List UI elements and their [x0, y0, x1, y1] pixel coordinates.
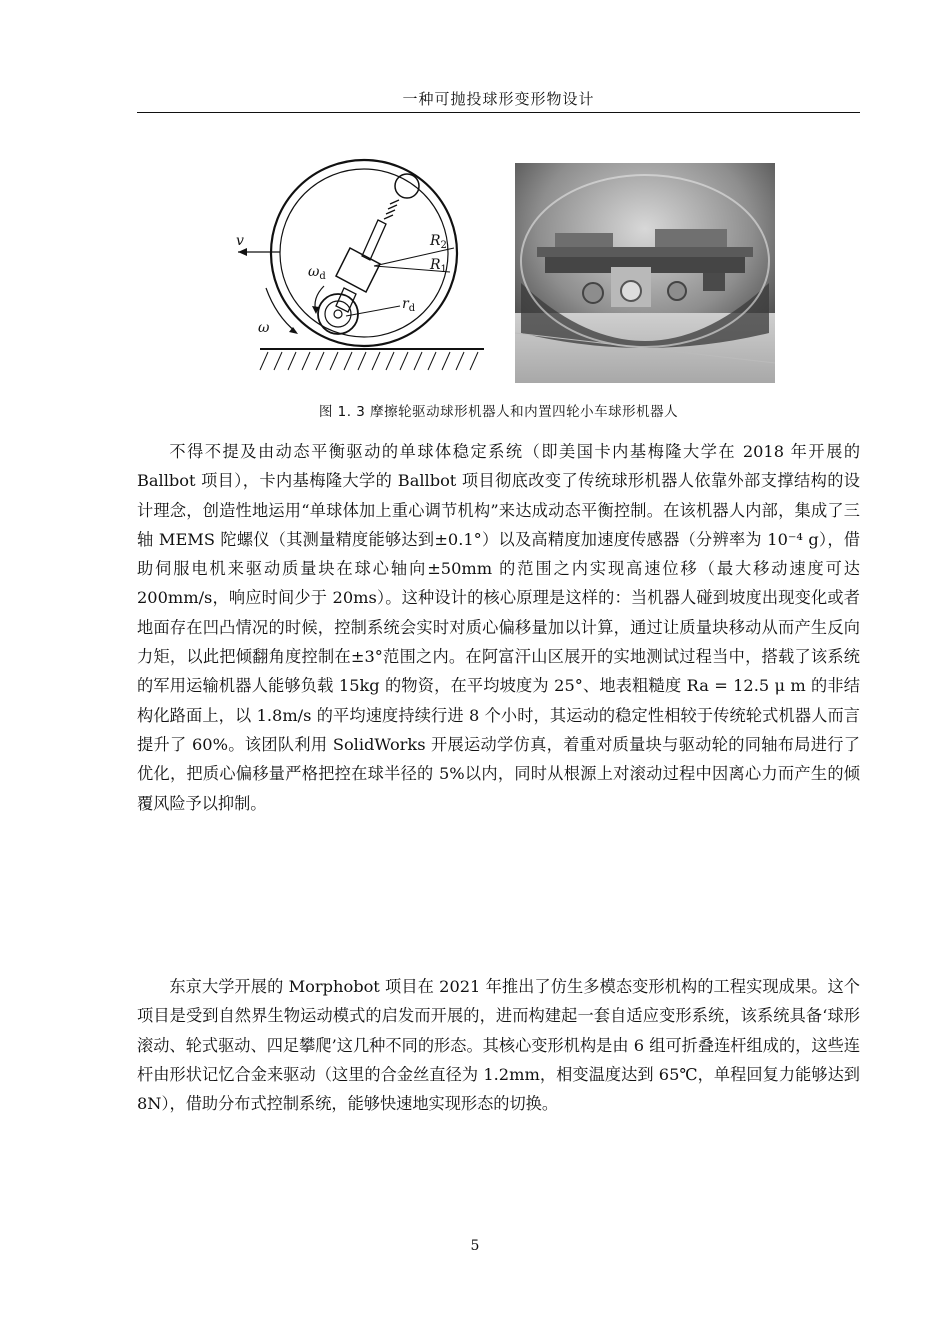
paragraph-ballbot: 不得不提及由动态平衡驱动的单球体稳定系统（即美国卡内基梅隆大学在 2018 年开展的 Ballbot 项目），卡内基梅隆大学的 Ballbot 项目彻底改变了传统球形机器人依靠外部支撑结构的设计理念，创造性地运用“单球体加上重心调节机构”来达成动态平衡控制。在该机器人内部，集成了三轴 MEMS 陀螺仪（其测量精度能够达到±0.1°）以及高精度加速度传感器（分辨率为 10⁻⁴ g），借助伺服电机来驱动质量块在球心轴向±50mm 的范围之内实现高速位移（最大移动速度可达 200mm/s，响应时间少于 20ms）。这种设计的核心原理是这样的：当机器人碰到坡度出现变化或者地面存在凹凸情况的时候，控制系统会实时对质心偏移量加以计算，通过让质量块移动从而产生反向力矩，以此把倾翻角度控制在±3°范围之内。在阿富汗山区展开的实地测试过程当中，搭载了该系统的军用运输机器人能够负载 15kg 的物资，在平均坡度为 25°、地表粗糙度 Ra = 12.5 μ m 的非结构化路面上，以 1.8m/s 的平均速度持续行进 8 个小时，其运动的稳定性相较于传统轮式机器人而言提升了 60%。该团队利用 SolidWorks 开展运动学仿真，着重对质量块与驱动轮的同轴布局进行了优化，把质心偏移量严格把控在球半径的 5%以内，同时从根源上对滚动过程中因离心力而产生的倾覆风险予以抑制。: [137, 442, 860, 813]
r1-label: $R_1$: [430, 257, 447, 275]
velocity-arrowhead: [238, 248, 247, 256]
right-wheel: [668, 282, 686, 300]
electronics-board-left: [555, 233, 613, 247]
friction-wheel-inner: [325, 301, 351, 327]
electronics-board-right: [655, 229, 727, 247]
radius-rd: [346, 306, 400, 316]
page-number: 5: [470, 1238, 480, 1254]
center-wheel: [621, 281, 641, 301]
figure-caption: 图 1. 3 摩擦轮驱动球形机器人和内置四轮小车球形机器人: [318, 404, 679, 420]
running-header: 一种可抛投球形变形物设计: [402, 90, 595, 108]
friction-wheel-robot-diagram: [232, 148, 492, 384]
r2-label: $R_2$: [430, 233, 447, 251]
left-wheel: [583, 283, 603, 303]
spring: [384, 200, 399, 219]
ground-hatching: [260, 352, 478, 370]
omega-label: ω: [258, 320, 270, 336]
paragraph-morphobot: 东京大学开展的 Morphobot 项目在 2021 年推出了仿生多模态变形机构的工程实现成果。这个项目是受到自然界生物运动模式的启发而开展的，进而构建起一套自适应变形系统，该系统具备‘球形滚动、轮式驱动、四足攀爬’这几种不同的形态。其核心变形机构是由 6 组可折叠连杆组成的，这些连杆由形状记忆合金来驱动（这里的合金丝直径为 1.2mm，相变温度达到 65℃，单程回复力能够达到 8N），借助分布式控制系统，能够快速地实现形态的切换。: [137, 977, 860, 1114]
chassis-plate-top: [537, 247, 753, 257]
header-rule: [137, 112, 860, 113]
rod: [362, 220, 386, 260]
omega-d-label: $\omega_d$: [308, 264, 326, 282]
motor-block: [336, 248, 380, 292]
rd-label: $r_d$: [402, 296, 416, 314]
friction-wheel-hub: [334, 310, 342, 318]
side-module: [703, 273, 725, 291]
velocity-label: v: [236, 233, 244, 249]
four-wheel-inner-car-photo: [515, 163, 775, 383]
omega-arrowhead: [289, 327, 298, 334]
